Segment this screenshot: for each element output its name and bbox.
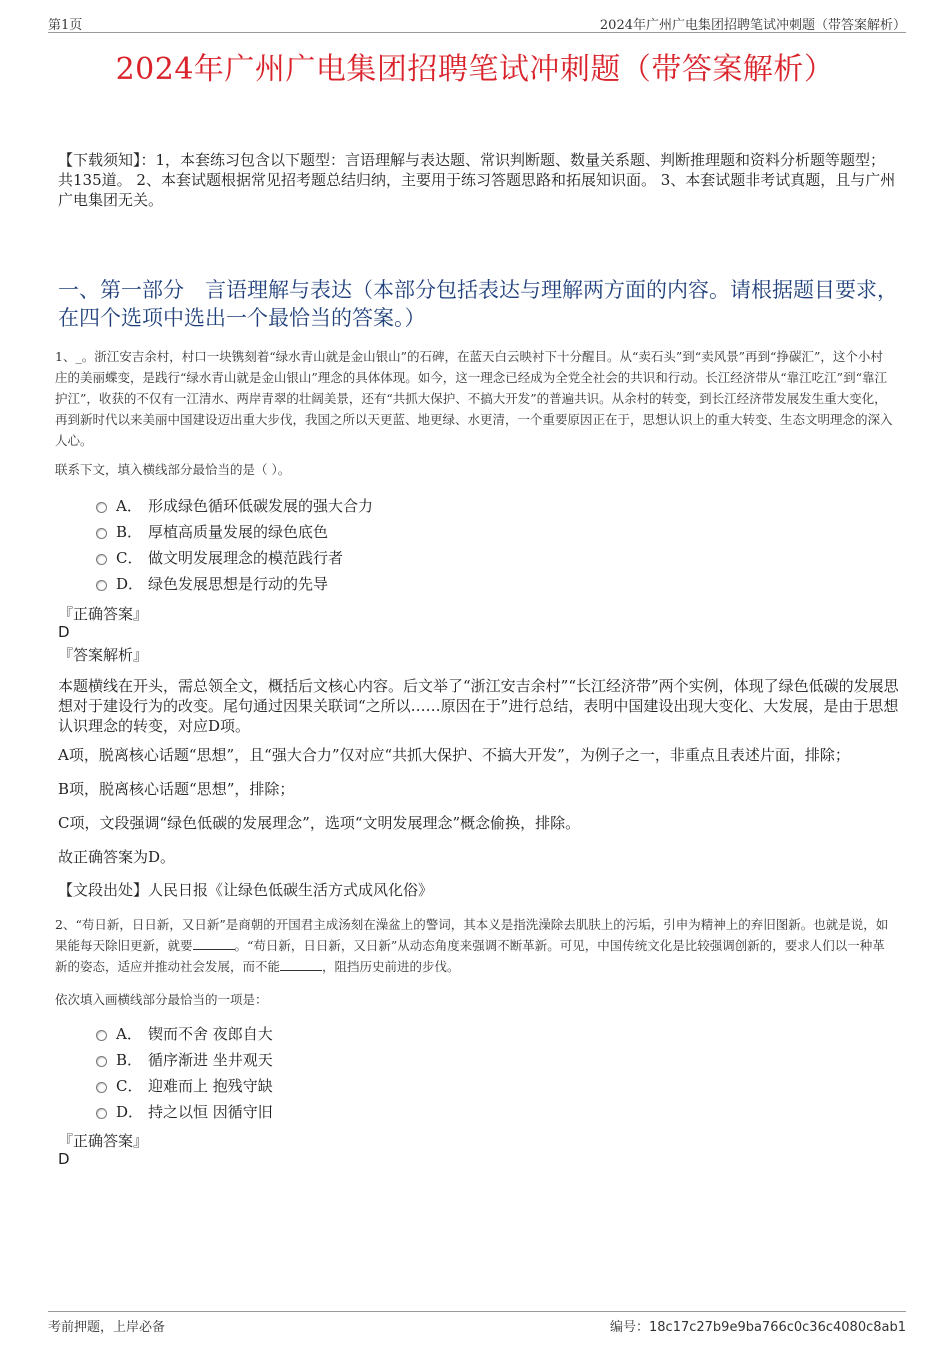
option-a[interactable]: A． 锲而不舍 夜郎自大: [96, 1020, 273, 1046]
radio-icon[interactable]: [96, 502, 107, 513]
analysis-paragraph: 本题横线在开头，需总领全文，概括后文核心内容。后文举了“浙江安吉余村”“长江经济带”两个实例，体现了绿色低碳的发展思想对于建设行为的改变。尾句通过因果关联词“之所以……原因在于”进行总结，表明中国建设出现大变化、大发展，是由于思想认识理念的转变，对应D项。: [58, 677, 899, 735]
option-d[interactable]: D． 持之以恒 因循守旧: [96, 1098, 273, 1124]
answer-value: D: [58, 623, 70, 641]
radio-icon[interactable]: [96, 528, 107, 539]
question-1-text: 1、_。浙江安吉余村，村口一块镌刻着“绿水青山就是金山银山”的石碑，在蓝天白云映衬下十分醒目。从“卖石头”到“卖风景”再到“挣碳汇”，这个小村庄的美丽蝶变，是践行“绿水青山就是金山银山”理念的具体体现。如今，这一理念已经成为全党全社会的共识和行动。长江经济带从“靠江吃江”到“靠江护江”，收获的不仅有一江清水、两岸青翠的壮阔美景，还有“共抓大保护、不搞大开发”的普遍共识。从余村的转变，到长江经济带发展发生重大变化，再到新时代以来美丽中国建设迈出重大步伐，我国之所以天更蓝、地更绿、水更清，一个重要原因正在于，思想认识上的重大转变、生态文明理念的深入人心。: [55, 349, 893, 448]
page-footer: [48, 1311, 906, 1334]
answer-label: 『正确答案』: [58, 1132, 149, 1150]
question-2-options: [96, 1020, 273, 1124]
option-d[interactable]: D． 绿色发展思想是行动的先导: [96, 570, 373, 596]
analysis-paragraph: 故正确答案为D。: [58, 848, 176, 866]
option-c[interactable]: C． 做文明发展理念的模范践行者: [96, 544, 373, 570]
answer-label: 『正确答案』: [58, 605, 149, 623]
analysis-paragraph: B项，脱离核心话题“思想”，排除；: [58, 780, 295, 798]
page-number: 第1页: [48, 18, 83, 33]
radio-icon[interactable]: [96, 1030, 107, 1041]
analysis-label: 『答案解析』: [58, 646, 149, 664]
document-title: 2024年广州广电集团招聘笔试冲刺题（带答案解析）: [115, 52, 835, 87]
question-2-text: 2、“苟日新，日日新，又日新”是商朝的开国君主成汤刻在澡盆上的警词，其本义是指洗澡除去肌肤上的污垢，引申为精神上的弃旧图新。也就是说，如果能每天除旧更新，就要 。“苟日新，日日新，又日新”从动态角度来强调不断革新。可见，中国传统文化是比较强调创新的，要求人们以一种革新的姿态，适应并推动社会发展，而不能 ，阻挡历史前进的步伐。: [55, 917, 889, 974]
analysis-paragraph: C项，文段强调“绿色低碳的发展理念”，选项“文明发展理念”概念偷换，排除。: [58, 814, 581, 832]
radio-icon[interactable]: [96, 554, 107, 565]
option-b[interactable]: B． 厚植高质量发展的绿色底色: [96, 518, 373, 544]
answer-blank: [280, 958, 322, 971]
document-code: 编号：18c17c27b9e9ba766c0c36c4080c8ab1: [609, 1320, 906, 1335]
footer-slogan: 考前押题，上岸必备: [48, 1320, 166, 1335]
option-b[interactable]: B． 循序渐进 坐井观天: [96, 1046, 273, 1072]
answer-blank: [193, 937, 235, 950]
analysis-paragraph: A项，脱离核心话题“思想”，且“强大合力”仅对应“共抓大保护、不搞大开发”，为例子之一，非重点且表述片面，排除；: [58, 746, 850, 764]
option-a[interactable]: A． 形成绿色循环低碳发展的强大合力: [96, 492, 373, 518]
radio-icon[interactable]: [96, 1108, 107, 1119]
download-notice: 【下载须知】：1，本套练习包含以下题型：言语理解与表达题、常识判断题、数量关系题、判断推理题和资料分析题等题型；共135道。 2、本套试题根据常见招考题总结归纳，主要用于练习答题思路和拓展知识面。 3、本套试题非考试真题，且与广州广电集团无关。: [58, 151, 896, 209]
section-heading: 一、第一部分 言语理解与表达（本部分包括表达与理解两方面的内容。请根据题目要求，在四个选项中选出一个最恰当的答案。）: [58, 278, 898, 330]
option-c[interactable]: C． 迎难而上 抱残守缺: [96, 1072, 273, 1098]
question-1-stem: 联系下文，填入横线部分最恰当的是（ ）。: [55, 462, 291, 477]
radio-icon[interactable]: [96, 580, 107, 591]
header-doc-title: 2024年广州广电集团招聘笔试冲刺题（带答案解析）: [599, 18, 906, 33]
radio-icon[interactable]: [96, 1056, 107, 1067]
answer-value: D: [58, 1150, 70, 1168]
page-header: [48, 12, 906, 33]
question-1-options: [96, 492, 373, 596]
question-2-stem: 依次填入画横线部分最恰当的一项是：: [55, 992, 268, 1007]
source-citation: 【文段出处】人民日报《让绿色低碳生活方式成风化俗》: [58, 881, 434, 899]
radio-icon[interactable]: [96, 1082, 107, 1093]
